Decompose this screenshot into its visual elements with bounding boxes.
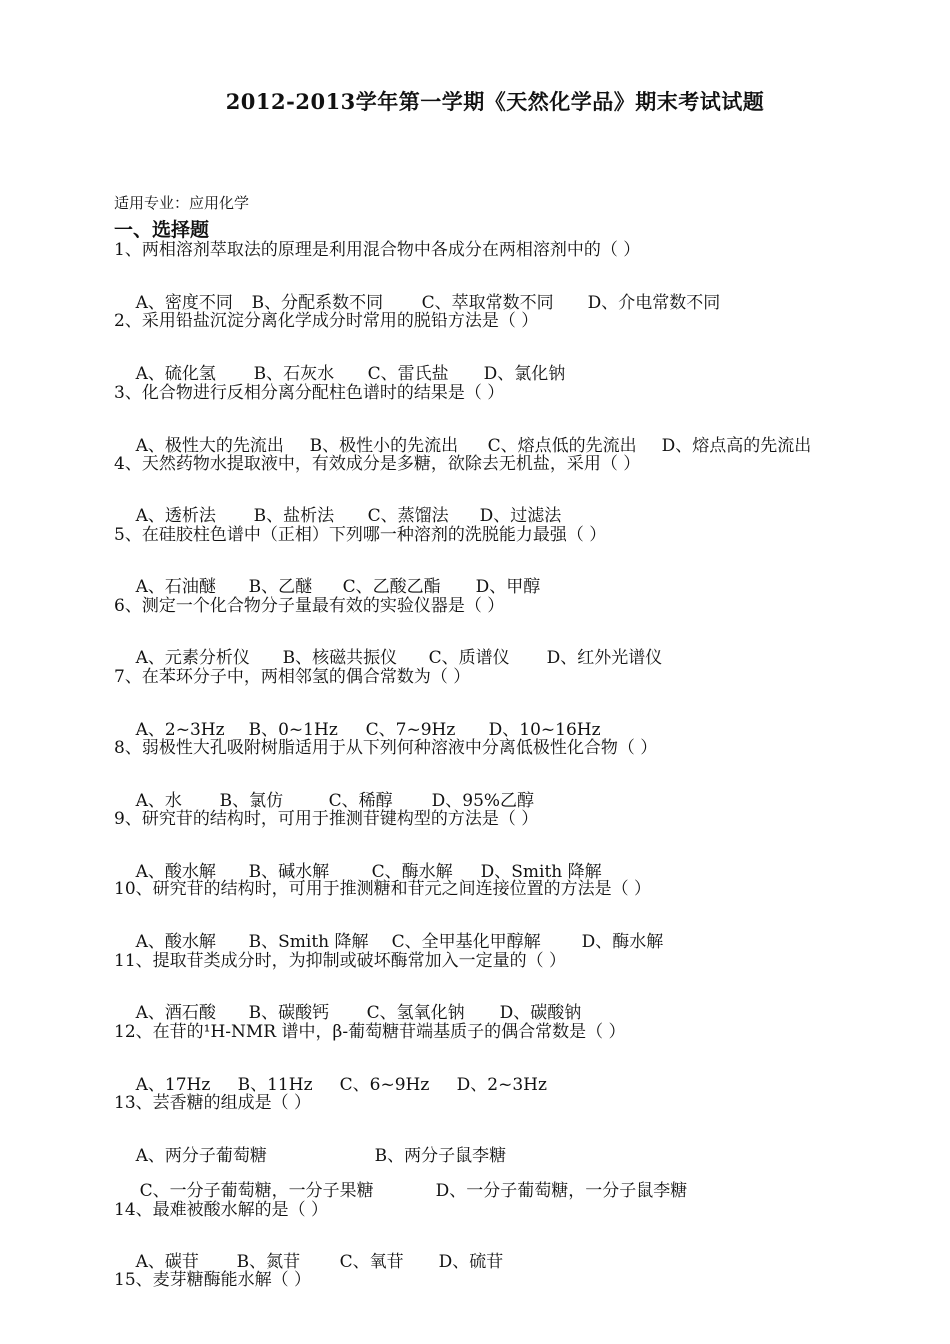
- applicable-major: 适用专业：应用化学: [114, 194, 250, 212]
- exam-title: 2012-2013学年第一学期《天然化学品》期末考试试题: [225, 89, 765, 114]
- option-c: C、一分子葡萄糖，一分子果糖: [139, 1181, 374, 1201]
- option-d: D、酶水解: [581, 932, 664, 952]
- option-c: C、全甲基化甲醇解: [391, 932, 541, 952]
- option-b: B、碱水解: [248, 862, 330, 882]
- option-d: D、95%乙醇: [431, 791, 535, 811]
- question-2: 2、采用铅盐沉淀分离化学成分时常用的脱铅方法是（ ）: [114, 311, 539, 331]
- question-13: 13、芸香糖的组成是（ ）: [114, 1093, 312, 1113]
- option-a: A、酸水解: [135, 862, 216, 882]
- option-a: A、元素分析仪: [135, 648, 250, 668]
- option-a: A、两分子葡萄糖: [135, 1146, 267, 1166]
- option-d: D、一分子葡萄糖，一分子鼠李糖: [435, 1181, 688, 1201]
- option-b: B、分配系数不同: [251, 293, 384, 313]
- option-b: B、11Hz: [237, 1075, 313, 1095]
- question-11: 11、提取苷类成分时，为抑制或破坏酶常加入一定量的（ ）: [114, 951, 567, 971]
- option-d: D、硫苷: [438, 1252, 504, 1272]
- question-9: 9、研究苷的结构时，可用于推测苷键构型的方法是（ ）: [114, 809, 539, 829]
- option-c: C、稀醇: [328, 791, 393, 811]
- option-a: A、17Hz: [135, 1075, 211, 1095]
- option-a: A、碳苷: [135, 1252, 199, 1272]
- option-c: C、熔点低的先流出: [487, 436, 637, 456]
- option-a: A、硫化氢: [135, 364, 216, 384]
- option-d: D、Smith 降解: [480, 862, 602, 882]
- option-d: D、氯化钠: [483, 364, 566, 384]
- option-a: A、酸水解: [135, 932, 216, 952]
- option-a: A、酒石酸: [135, 1003, 216, 1023]
- question-14: 14、最难被酸水解的是（ ）: [114, 1200, 329, 1220]
- question-5: 5、在硅胶柱色谱中（正相）下列哪一种溶剂的洗脱能力最强（ ）: [114, 525, 607, 545]
- option-c: C、乙酸乙酯: [342, 577, 441, 597]
- question-7: 7、在苯环分子中，两相邻氢的偶合常数为（ ）: [114, 667, 471, 687]
- question-4: 4、天然药物水提取液中，有效成分是多糖，欲除去无机盐，采用（ ）: [114, 454, 641, 474]
- option-b: B、乙醚: [248, 577, 313, 597]
- option-b: B、盐析法: [253, 506, 335, 526]
- option-d: D、碳酸钠: [499, 1003, 582, 1023]
- option-b: B、两分子鼠李糖: [374, 1146, 507, 1166]
- option-c: C、雷氏盐: [367, 364, 449, 384]
- question-1: 1、两相溶剂萃取法的原理是利用混合物中各成分在两相溶剂中的（ ）: [114, 240, 641, 260]
- option-d: D、红外光谱仪: [546, 648, 663, 668]
- option-b: B、0~1Hz: [248, 720, 338, 740]
- option-c: C、7~9Hz: [365, 720, 456, 740]
- option-d: D、2~3Hz: [456, 1075, 547, 1095]
- option-b: B、碳酸钙: [248, 1003, 330, 1023]
- option-c: C、氧苷: [339, 1252, 404, 1272]
- option-d: D、甲醇: [475, 577, 541, 597]
- option-d: D、过滤法: [479, 506, 562, 526]
- option-d: D、10~16Hz: [488, 720, 601, 740]
- option-b: B、石灰水: [253, 364, 335, 384]
- option-c: C、6~9Hz: [339, 1075, 430, 1095]
- option-d: D、熔点高的先流出: [661, 436, 812, 456]
- question-10: 10、研究苷的结构时，可用于推测糖和苷元之间连接位置的方法是（ ）: [114, 879, 652, 899]
- option-a: A、2~3Hz: [135, 720, 225, 740]
- option-b: B、氮苷: [236, 1252, 301, 1272]
- option-c: C、萃取常数不同: [421, 293, 554, 313]
- option-c: C、质谱仪: [428, 648, 510, 668]
- question-12: 12、在苷的¹H-NMR 谱中，β-葡萄糖苷端基质子的偶合常数是（ ）: [114, 1022, 626, 1042]
- option-b: B、核磁共振仪: [282, 648, 398, 668]
- option-b: B、极性小的先流出: [309, 436, 459, 456]
- option-a: A、透析法: [135, 506, 216, 526]
- option-a: A、石油醚: [135, 577, 216, 597]
- section-title: 一、选择题: [114, 219, 210, 241]
- option-a: A、水: [135, 791, 182, 811]
- question-3: 3、化合物进行反相分离分配柱色谱时的结果是（ ）: [114, 383, 505, 403]
- option-a: A、极性大的先流出: [135, 436, 284, 456]
- question-8: 8、弱极性大孔吸附树脂适用于从下列何种溶液中分离低极性化合物（ ）: [114, 738, 658, 758]
- option-c: C、蒸馏法: [367, 506, 449, 526]
- option-a: A、密度不同: [135, 293, 233, 313]
- option-c: C、氢氧化钠: [366, 1003, 465, 1023]
- question-15: 15、麦芽糖酶能水解（ ）: [114, 1270, 312, 1290]
- option-d: D、介电常数不同: [587, 293, 721, 313]
- option-b: B、Smith 降解: [248, 932, 369, 952]
- option-c: C、酶水解: [371, 862, 453, 882]
- question-6: 6、测定一个化合物分子量最有效的实验仪器是（ ）: [114, 596, 505, 616]
- option-b: B、氯仿: [219, 791, 284, 811]
